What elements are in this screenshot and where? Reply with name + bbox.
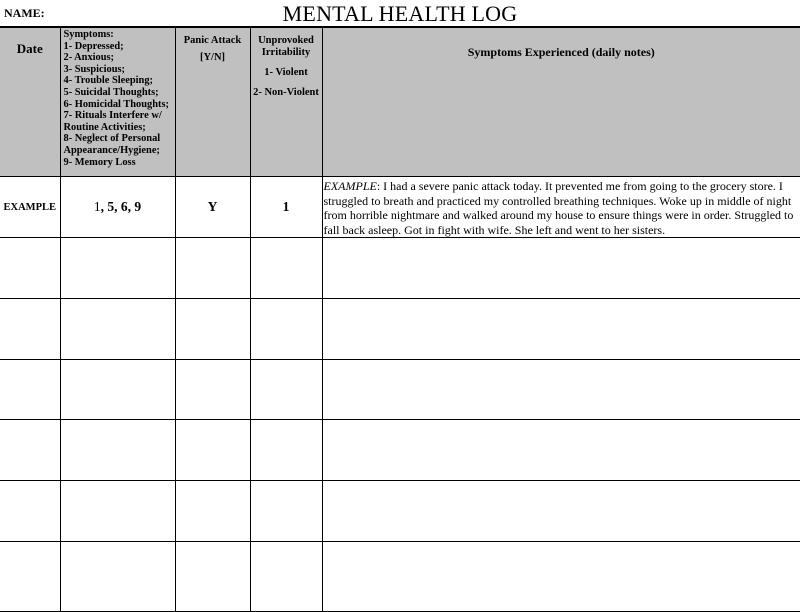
example-notes-cell: [322, 177, 800, 238]
notes-cell[interactable]: [322, 542, 800, 612]
symptom-legend-9: 9- Memory Loss: [63, 156, 136, 168]
date-cell[interactable]: [0, 542, 60, 612]
example-panic-cell: [175, 177, 250, 238]
panic-cell[interactable]: [175, 420, 250, 481]
example-row: [0, 177, 800, 238]
notes-cell[interactable]: [322, 481, 800, 542]
symptom-legend-6: 6- Homicidal Thoughts;: [63, 98, 169, 110]
symptom-legend-7-cont: Routine Activities;: [63, 121, 146, 133]
irritability-cell[interactable]: [250, 238, 322, 299]
date-header-label: Date: [16, 41, 43, 56]
date-cell[interactable]: [0, 481, 60, 542]
example-notes-text: : I had a severe panic attack today. It prevented me from going to the grocery store. I struggled to breath and practiced my controlled breathing techniques. Woke up in middle of night from horrible nightmare and walked around my house to ensure things were in order. Struggled to fall back asleep. Got in fight with wife. She left and went to her sisters.: [323, 179, 794, 237]
log-header: [0, 0, 800, 27]
irritability-cell[interactable]: [250, 299, 322, 360]
notes-header-label: Symptoms Experienced (daily notes): [467, 45, 655, 59]
panic-header-sub: [Y/N]: [199, 52, 226, 63]
symptoms-cell[interactable]: [60, 481, 175, 542]
symptoms-cell[interactable]: [60, 420, 175, 481]
symptoms-header-title: Symptoms:: [63, 29, 114, 40]
irritability-option-1: 1- Violent: [264, 67, 308, 78]
date-cell[interactable]: [0, 420, 60, 481]
symptoms-column-header: [60, 28, 175, 177]
symptoms-cell[interactable]: [60, 299, 175, 360]
name-label: NAME:: [4, 6, 45, 20]
symptoms-cell[interactable]: [60, 360, 175, 420]
irritability-cell[interactable]: [250, 542, 322, 612]
example-irritability-value: 1: [282, 199, 290, 215]
example-date-cell: [0, 177, 60, 238]
header-row: [0, 28, 800, 177]
symptoms-cell[interactable]: [60, 238, 175, 299]
log-row: [0, 238, 800, 299]
panic-cell[interactable]: [175, 299, 250, 360]
example-symptom-rest: , 5, 6, 9: [100, 199, 142, 215]
symptom-legend-3: 3- Suspicious;: [63, 63, 125, 75]
symptom-legend-8: 8- Neglect of Personal: [63, 133, 161, 145]
irritability-cell[interactable]: [250, 420, 322, 481]
log-row: [0, 481, 800, 542]
date-column-header: [0, 28, 60, 177]
date-cell[interactable]: [0, 360, 60, 420]
irritability-header-line1: Unprovoked: [258, 35, 314, 46]
example-panic-value: Y: [207, 199, 218, 215]
symptom-legend-7: 7- Rituals Interfere w/: [63, 110, 162, 122]
example-date-label: EXAMPLE: [3, 201, 56, 213]
irritability-cell[interactable]: [250, 360, 322, 420]
notes-cell[interactable]: [322, 299, 800, 360]
page-title: MENTAL HEALTH LOG: [282, 1, 518, 26]
irritability-cell[interactable]: [250, 481, 322, 542]
date-cell[interactable]: [0, 238, 60, 299]
example-symptoms-cell: [60, 177, 175, 238]
irritability-header-line2: Irritability: [261, 47, 311, 58]
notes-cell[interactable]: [322, 238, 800, 299]
date-cell[interactable]: [0, 299, 60, 360]
symptom-legend-1: 1- Depressed;: [63, 40, 124, 52]
panic-header-title: Panic Attack: [183, 35, 242, 46]
panic-cell[interactable]: [175, 238, 250, 299]
irritability-option-2: 2- Non-Violent: [253, 87, 319, 98]
log-row: [0, 360, 800, 420]
symptom-legend-4: 4- Trouble Sleeping;: [63, 75, 153, 87]
example-notes-label: EXAMPLE: [323, 179, 377, 193]
example-irritability-cell: [250, 177, 322, 238]
log-table: [0, 27, 800, 612]
panic-cell[interactable]: [175, 481, 250, 542]
irritability-column-header: [250, 28, 322, 177]
panic-column-header: [175, 28, 250, 177]
symptom-legend-2: 2- Anxious;: [63, 52, 115, 64]
panic-cell[interactable]: [175, 542, 250, 612]
log-row: [0, 420, 800, 481]
symptom-legend-5: 5- Suicidal Thoughts;: [63, 86, 159, 98]
notes-column-header: [322, 28, 800, 177]
symptoms-cell[interactable]: [60, 542, 175, 612]
symptom-legend-8-cont: Appearance/Hygiene;: [63, 144, 160, 156]
example-symptom-first: 1: [93, 199, 101, 215]
notes-cell[interactable]: [322, 420, 800, 481]
panic-cell[interactable]: [175, 360, 250, 420]
log-row: [0, 542, 800, 612]
notes-cell[interactable]: [322, 360, 800, 420]
log-row: [0, 299, 800, 360]
